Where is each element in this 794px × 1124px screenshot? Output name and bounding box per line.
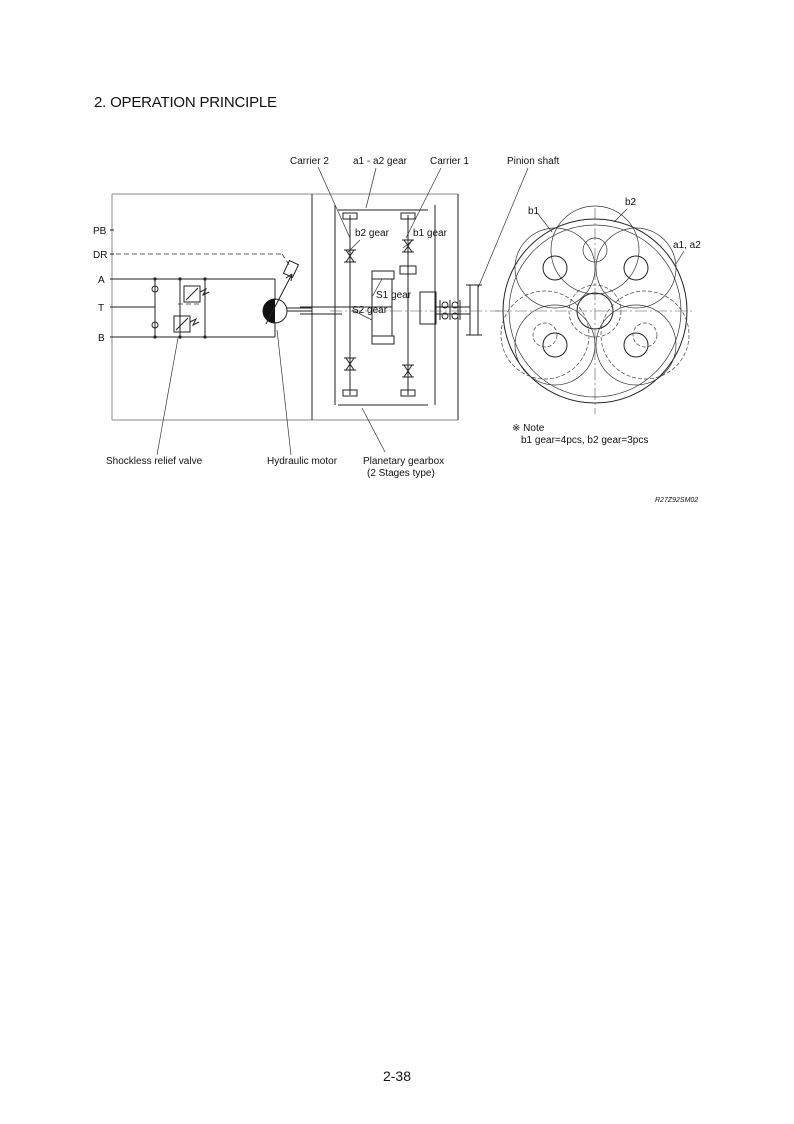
label-a1-a2: a1, a2 <box>673 240 701 251</box>
label-b2-gear: b2 gear <box>355 228 389 239</box>
motor-frame <box>112 194 458 420</box>
shockless-relief-valve-symbol <box>152 277 209 338</box>
section-heading: 2. OPERATION PRINCIPLE <box>94 94 277 111</box>
port-label-dr: DR <box>93 250 108 261</box>
label-hydraulic-motor: Hydraulic motor <box>267 456 338 467</box>
label-pinion-shaft: Pinion shaft <box>507 156 560 167</box>
port-label-pb: PB <box>93 226 107 237</box>
label-b1: b1 <box>528 206 540 217</box>
label-planetary-gearbox: Planetary gearbox <box>363 456 445 467</box>
port-label-t: T <box>98 303 105 314</box>
label-carrier-2: Carrier 2 <box>290 156 329 167</box>
label-s2-gear: S2 gear <box>352 305 388 316</box>
note-text: b1 gear=4pcs, b2 gear=3pcs <box>521 435 649 446</box>
label-s1-gear: S1 gear <box>376 290 412 301</box>
gear-arrangement-view <box>495 206 695 414</box>
port-label-a: A <box>98 275 105 286</box>
label-carrier-1: Carrier 1 <box>430 156 469 167</box>
label-planetary-gearbox-sub: (2 Stages type) <box>367 468 435 479</box>
drawing-code: R27Z92SM02 <box>655 497 699 504</box>
label-b2: b2 <box>625 197 637 208</box>
page-number: 2-38 <box>382 1068 412 1084</box>
port-label-b: B <box>98 333 105 344</box>
label-a1-a2-gear: a1 - a2 gear <box>353 156 407 167</box>
label-shockless-relief-valve: Shockless relief valve <box>106 456 203 467</box>
label-b1-gear: b1 gear <box>413 228 447 239</box>
note-title: ※ Note <box>512 423 545 434</box>
port-lines <box>110 230 290 337</box>
